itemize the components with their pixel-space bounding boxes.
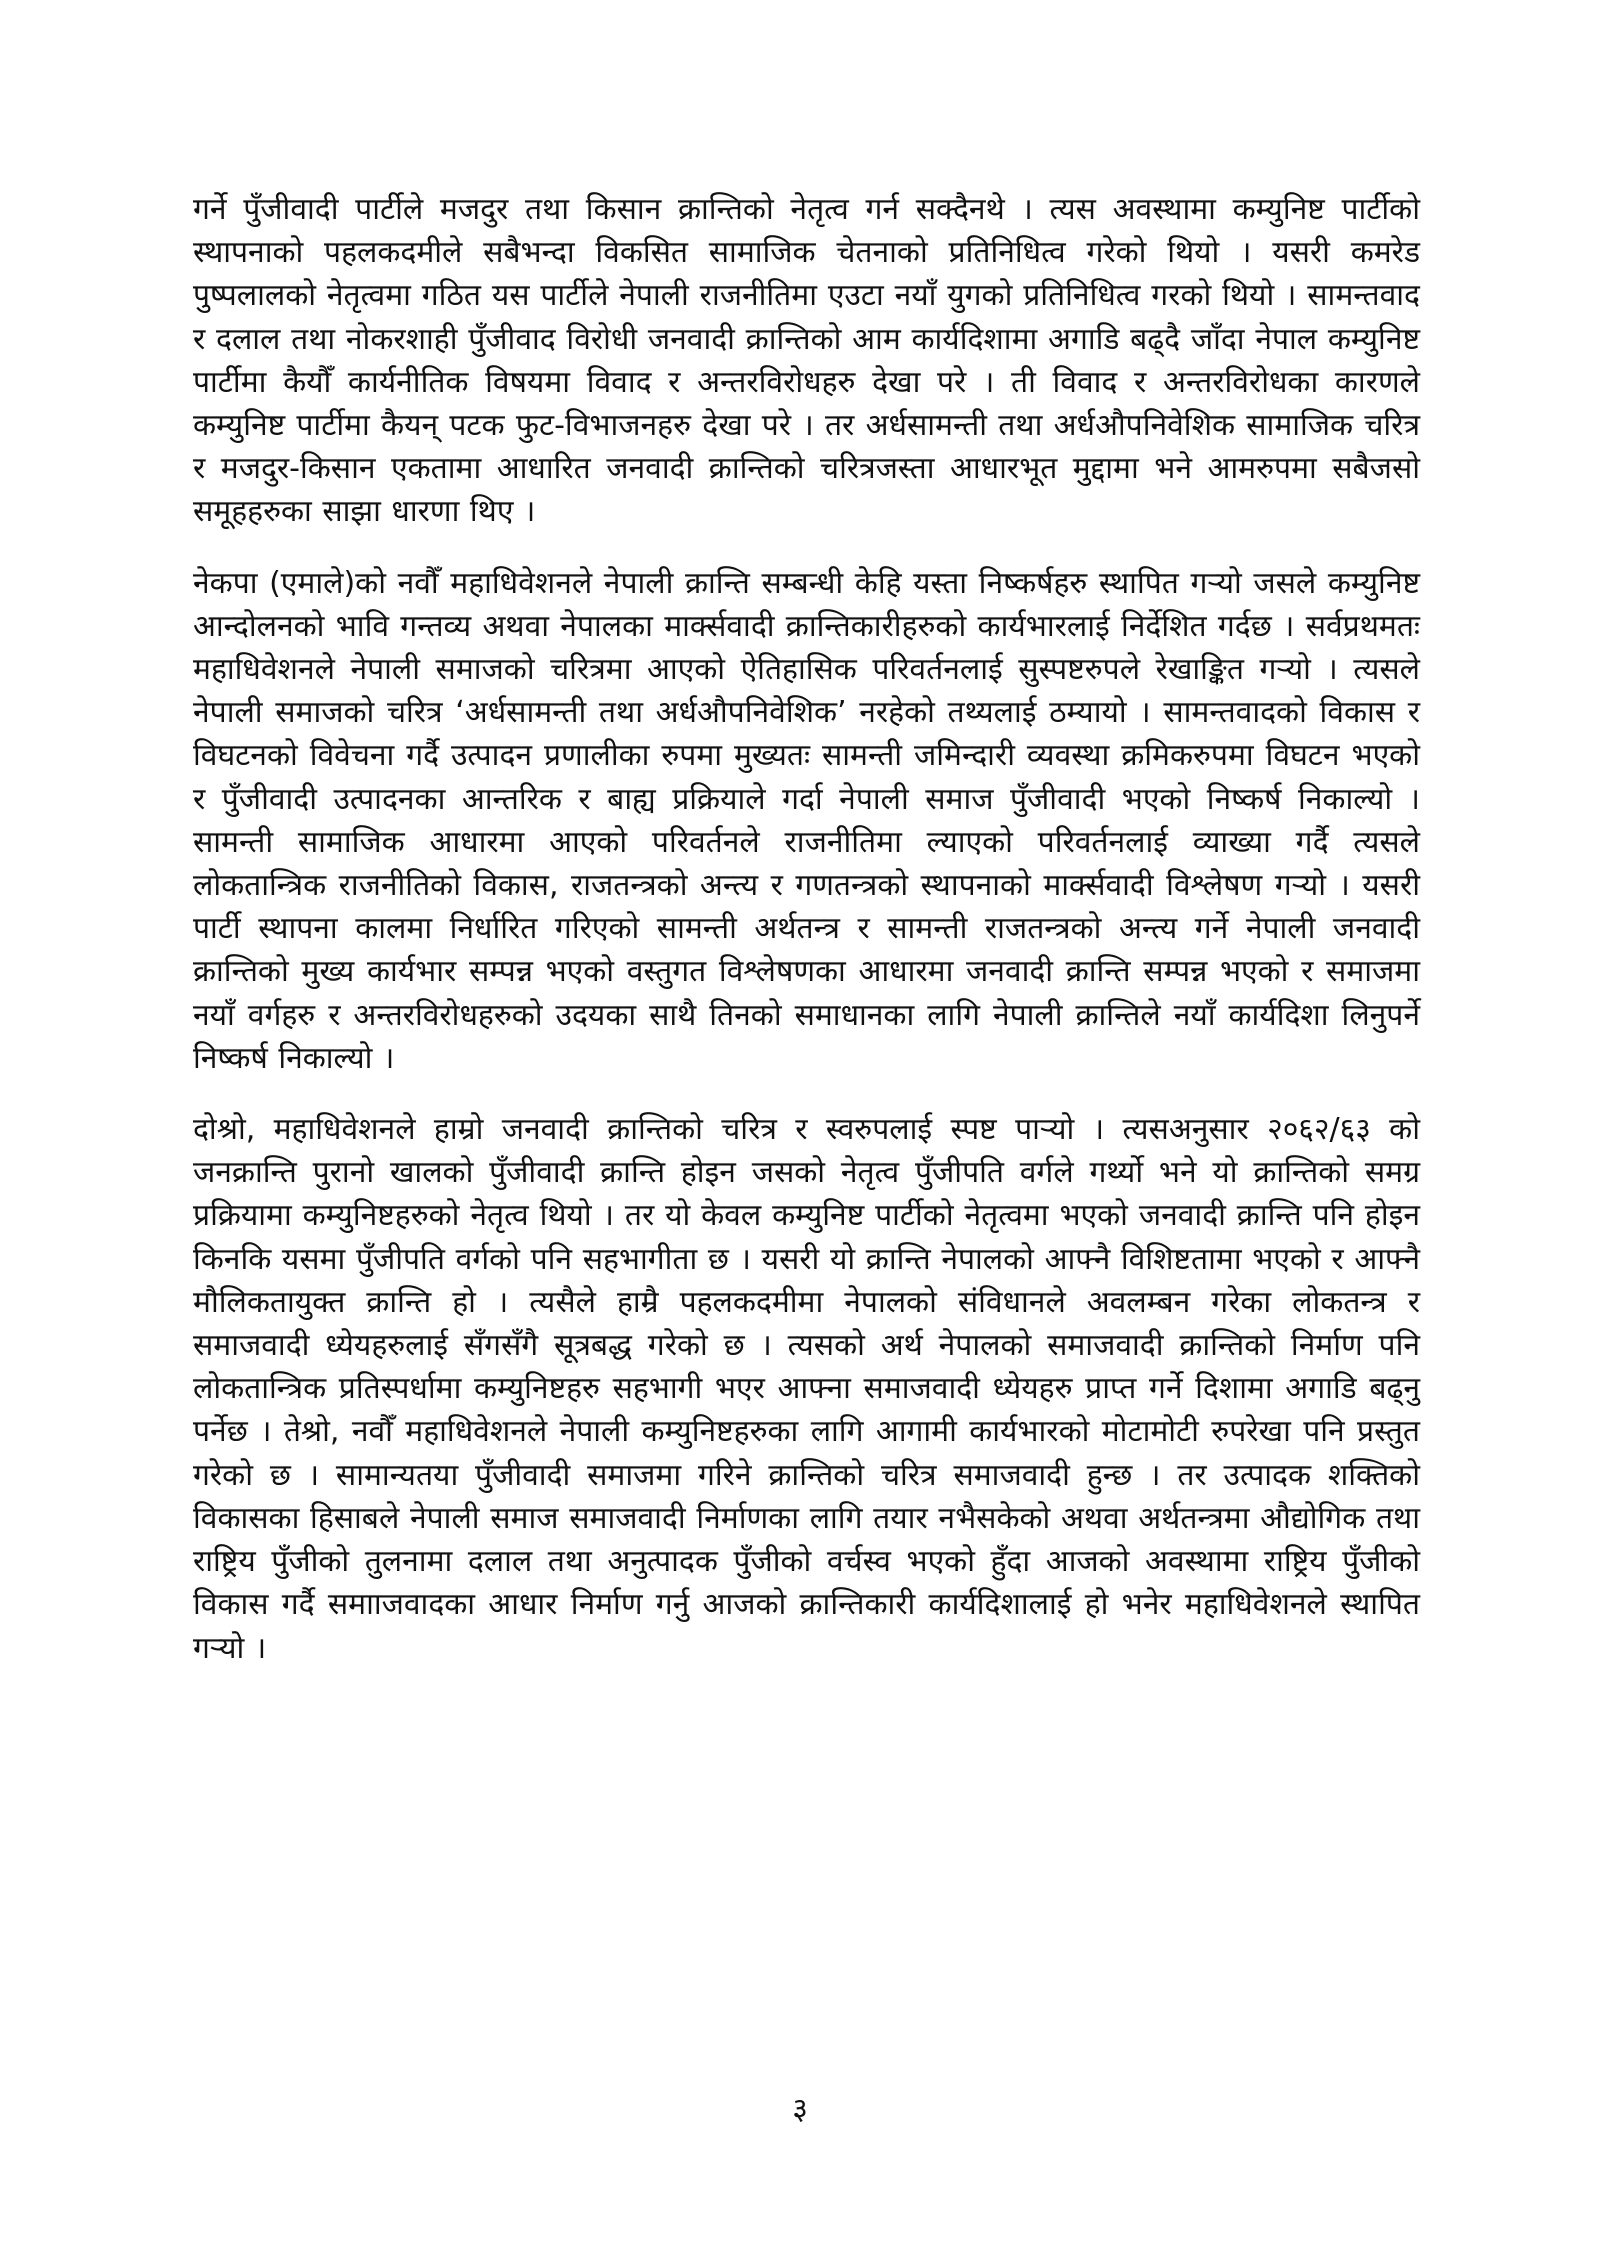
document-body (193, 188, 1420, 1670)
paragraph-2: नेकपा (एमाले)को नवौँ महाधिवेशनले नेपाली क्रान्ति सम्बन्धी केहि यस्ता निष्कर्षहरु स्थापित गऱ्यो जसले कम्युनिष्ट आन्दोलनको भावि गन्तव्य अथवा नेपालका मार्क्सवादी क्रान्तिकारीहरुको कार्यभारलाई निर्देशित गर्दछ । सर्वप्रथमतः महाधिवेशनले नेपाली समाजको चरित्रमा आएको ऐतिहासिक परिवर्तनलाई सुस्पष्टरुपले रेखाङ्कित गऱ्यो । त्यसले नेपाली समाजको चरित्र ‘अर्धसामन्ती तथा अर्धऔपनिवेशिक’ नरहेको तथ्यलाई ठम्यायो । सामन्तवादको विकास र विघटनको विवेचना गर्दै उत्पादन प्रणालीका रुपमा मुख्यतः सामन्ती जमिन्दारी व्यवस्था क्रमिकरुपमा विघटन भएको र पुँजीवादी उत्पादनका आन्तरिक र बाह्य प्रक्रियाले गर्दा नेपाली समाज पुँजीवादी भएको निष्कर्ष निकाल्यो । सामन्ती सामाजिक आधारमा आएको परिवर्तनले राजनीतिमा ल्याएको परिवर्तनलाई व्याख्या गर्दै त्यसले लोकतान्त्रिक राजनीतिको विकास, राजतन्त्रको अन्त्य र गणतन्त्रको स्थापनाको मार्क्सवादी विश्लेषण गऱ्यो । यसरी पार्टी स्थापना कालमा निर्धारित गरिएको सामन्ती अर्थतन्त्र र सामन्ती राजतन्त्रको अन्त्य गर्ने नेपाली जनवादी क्रान्तिको मुख्य कार्यभार सम्पन्न भएको वस्तुगत विश्लेषणका आधारमा जनवादी क्रान्ति सम्पन्न भएको र समाजमा नयाँ वर्गहरु र अन्तरविरोधहरुको उदयका साथै तिनको समाधानका लागि नेपाली क्रान्तिले नयाँ कार्यदिशा लिनुपर्ने निष्कर्ष निकाल्यो । (193, 565, 1420, 1076)
paragraph-1: गर्ने पुँजीवादी पार्टीले मजदुर तथा किसान क्रान्तिको नेतृत्व गर्न सक्दैनथे । त्यस अवस्थामा कम्युनिष्ट पार्टीको स्थापनाको पहलकदमीले सबैभन्दा विकसित सामाजिक चेतनाको प्रतिनिधित्व गरेको थियो । यसरी कमरेड पुष्पलालको नेतृत्वमा गठित यस पार्टीले नेपाली राजनीतिमा एउटा नयाँ युगको प्रतिनिधित्व गरको थियो । सामन्तवाद र दलाल तथा नोकरशाही पुँजीवाद विरोधी जनवादी क्रान्तिको आम कार्यदिशामा अगाडि बढ्दै जाँदा नेपाल कम्युनिष्ट पार्टीमा कैयौँ कार्यनीतिक विषयमा विवाद र अन्तरविरोधहरु देखा परे । ती विवाद र अन्तरविरोधका कारणले कम्युनिष्ट पार्टीमा कैयन् पटक फुट-विभाजनहरु देखा परे । तर अर्धसामन्ती तथा अर्धऔपनिवेशिक सामाजिक चरित्र र मजदुर-किसान एकतामा आधारित जनवादी क्रान्तिको चरित्रजस्ता आधारभूत मुद्दामा भने आमरुपमा सबैजसो समूहहरुका साझा धारणा थिए । (193, 192, 1420, 530)
page-number: ३ (792, 2092, 808, 2127)
paragraph-3: दोश्रो, महाधिवेशनले हाम्रो जनवादी क्रान्तिको चरित्र र स्वरुपलाई स्पष्ट पाऱ्यो । त्यसअनुसार २०६२/६३ को जनक्रान्ति पुरानो खालको पुँजीवादी क्रान्ति होइन जसको नेतृत्व पुँजीपति वर्गले गर्थ्यो भने यो क्रान्तिको समग्र प्रक्रियामा कम्युनिष्टहरुको नेतृत्व थियो । तर यो केवल कम्युनिष्ट पार्टीको नेतृत्वमा भएको जनवादी क्रान्ति पनि होइन किनकि यसमा पुँजीपति वर्गको पनि सहभागीता छ । यसरी यो क्रान्ति नेपालको आफ्नै विशिष्टतामा भएको र आफ्नै मौलिकतायुक्त क्रान्ति हो । त्यसैले हाम्रै पहलकदमीमा नेपालको संविधानले अवलम्बन गरेका लोकतन्त्र र समाजवादी ध्येयहरुलाई सँगसँगै सूत्रबद्ध गरेको छ । त्यसको अर्थ नेपालको समाजवादी क्रान्तिको निर्माण पनि लोकतान्त्रिक प्रतिस्पर्धामा कम्युनिष्टहरु सहभागी भएर आफ्ना समाजवादी ध्येयहरु प्राप्त गर्ने दिशामा अगाडि बढ्नु पर्नेछ । तेश्रो, नवौँ महाधिवेशनले नेपाली कम्युनिष्टहरुका लागि आगामी कार्यभारको मोटामोटी रुपरेखा पनि प्रस्तुत गरेको छ । सामान्यतया पुँजीवादी समाजमा गरिने क्रान्तिको चरित्र समाजवादी हुन्छ । तर उत्पादक शक्तिको विकासका हिसाबले नेपाली समाज समाजवादी निर्माणका लागि तयार नभैसकेको अथवा अर्थतन्त्रमा औद्योगिक तथा राष्ट्रिय पुँजीको तुलनामा दलाल तथा अनुत्पादक पुँजीको वर्चस्व भएको हुँदा आजको अवस्थामा राष्ट्रिय पुँजीको विकास गर्दै समााजवादका आधार निर्माण गर्नु आजको क्रान्तिकारी कार्यदिशालाई हो भनेर महाधिवेशनले स्थापित गऱ्यो । (193, 1112, 1420, 1666)
